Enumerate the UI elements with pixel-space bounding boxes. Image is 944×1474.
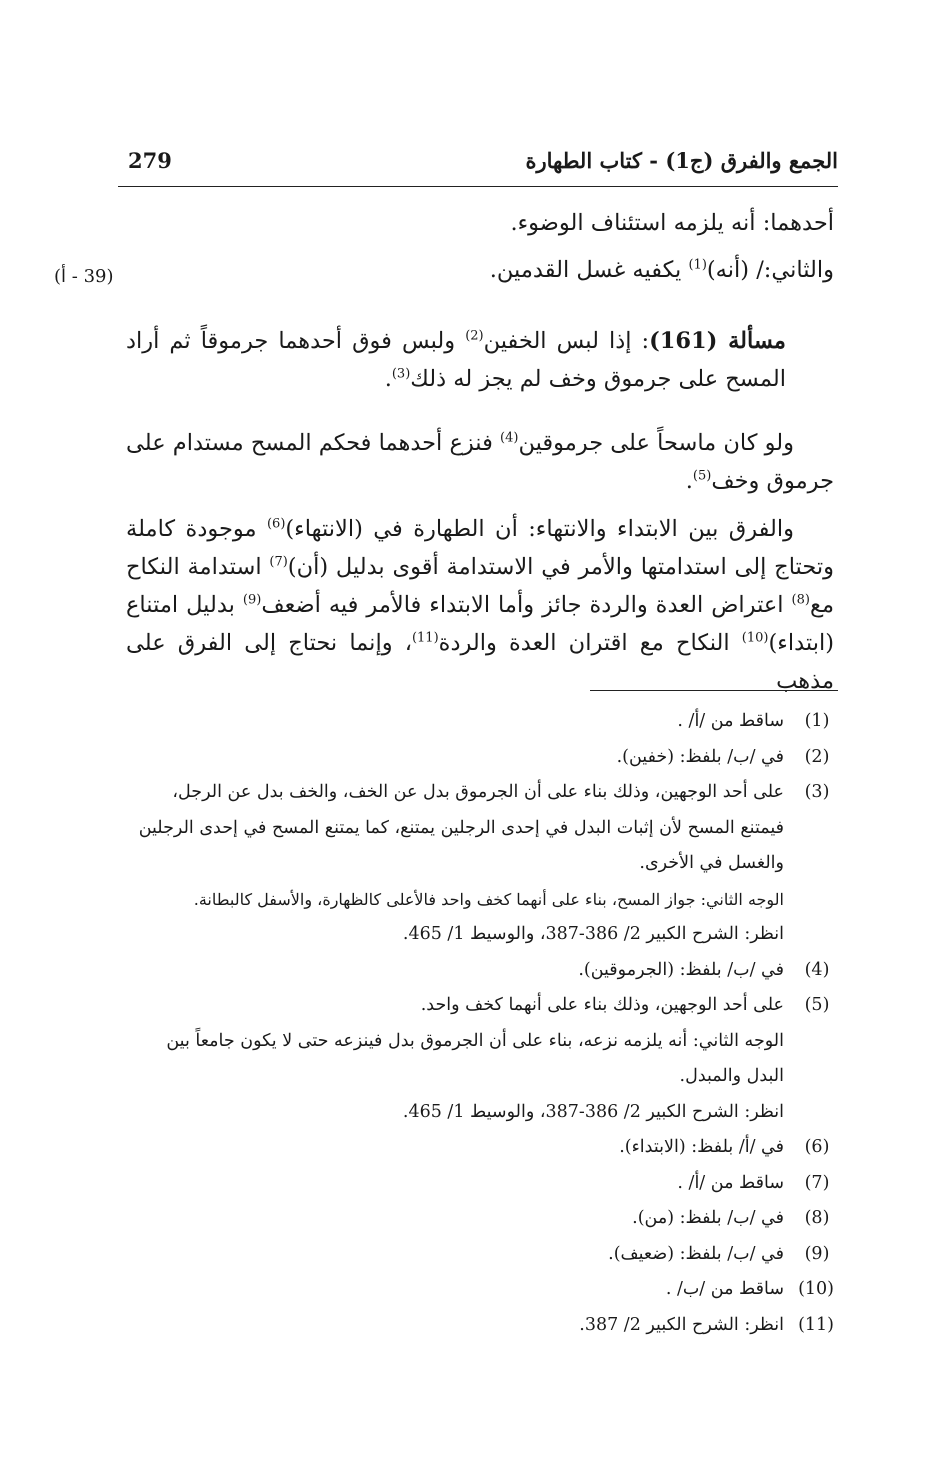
p2-text-a: ولو كان ماسحاً على جرموقين	[518, 430, 794, 456]
p3-text-f: النكاح مع اقتران العدة والردة	[438, 630, 742, 656]
body-line-2	[490, 257, 834, 283]
footnote-9	[126, 1237, 834, 1273]
footnote-number: (2)	[804, 746, 830, 767]
footnote-11	[126, 1308, 834, 1344]
footnote-number: (8)	[804, 1208, 830, 1228]
footnote-separator	[590, 690, 838, 691]
masala-label: مسألة (161)	[649, 328, 786, 354]
footnote-text: ساقط من /أ/ .	[677, 711, 784, 731]
p3-text-a: والفرق بين الابتداء والانتهاء: أن الطهارة في (الانتهاء)	[285, 516, 794, 542]
footnote-text: في /ب/ بلفظ: (خفين).	[616, 746, 784, 767]
footnote-7	[126, 1166, 834, 1202]
footnote-10	[126, 1272, 834, 1308]
footnote-number: (11)	[798, 1314, 834, 1335]
footnote-text: على أحد الوجهين، وذلك بناء على أنهما كخف واحد.	[420, 995, 784, 1015]
footnote-ref-4: (4)	[500, 430, 519, 446]
footnote-text: ساقط من /أ/ .	[677, 1172, 784, 1193]
body-line-1	[510, 210, 834, 236]
footnote-text: ساقط من /ب/ .	[665, 1279, 784, 1299]
footnote-ref-7: (7)	[269, 554, 288, 570]
footnote-text: في /ب/ بلفظ: (من).	[632, 1208, 784, 1228]
footnote-ref-11: (11)	[411, 630, 439, 646]
footnote-ref-9: (9)	[242, 592, 262, 608]
line1-text: أحدهما: أنه يلزمه استئناف الوضوء.	[510, 210, 834, 236]
footnote-ref-3: (3)	[391, 366, 411, 382]
p2-text-b: فنزع أحدهما فحكم المسح مستدام على جرموق وخف	[126, 430, 834, 494]
footnotes	[126, 704, 834, 1343]
footnote-3-second-view: الوجه الثاني: جواز المسح، بناء على أنهما كخف واحد فالأعلى كالظهارة، والأسفل كالبطانة.	[193, 889, 784, 909]
p3-text-c: استدامة النكاح مع	[126, 554, 834, 618]
footnote-number: (9)	[804, 1243, 830, 1264]
footnote-number: (3)	[804, 782, 830, 802]
p2-text-c: .	[685, 468, 693, 494]
p3-text-e: بدليل امتناع (ابتداء)	[126, 592, 834, 656]
footnote-text: في /ب/ بلفظ: (ضعيف).	[608, 1243, 784, 1264]
footnote-number: (6)	[804, 1137, 830, 1157]
footnote-3-reference: انظر: الشرح الكبير 2/ 386-387، والوسيط 1/ 465.	[402, 924, 784, 944]
p161-text-c: .	[384, 366, 392, 392]
footnote-ref-10: (10)	[741, 630, 769, 646]
footnote-2	[126, 740, 834, 776]
footnote-number: (10)	[798, 1279, 834, 1299]
footnote-1	[126, 704, 834, 740]
line2-text-b: يكفيه غسل القدمين.	[489, 257, 689, 283]
footnote-4	[126, 953, 834, 989]
footnote-ref-6: (6)	[266, 516, 286, 532]
masala-161-paragraph	[126, 322, 834, 398]
footnote-5-second-view: الوجه الثاني: أنه يلزمه نزعه، بناء على أن الجرموق بدل فينزعه حتى لا يكون جامعاً بين البدل والمبدل.	[166, 1030, 784, 1086]
page-number: 279	[128, 148, 172, 173]
p3-text-b: موجودة كاملة وتحتاج إلى استدامتها والأمر في الاستدامة أقوى بدليل (أن)	[126, 516, 834, 580]
footnote-8	[126, 1201, 834, 1237]
paragraph-three	[126, 510, 834, 700]
margin-reference: (39 - أ)	[54, 266, 114, 287]
footnote-3	[126, 775, 834, 882]
running-head: الجمع والفرق (ج1) - كتاب الطهارة	[525, 148, 838, 173]
footnote-ref-5: (5)	[692, 468, 712, 484]
footnote-text: في /أ/ بلفظ: (الابتداء).	[619, 1137, 784, 1157]
p161-text-b: ولبس فوق أحدهما جرموقاً ثم أراد المسح على جرموق وخف لم يجز له ذلك	[126, 328, 786, 392]
p3-text-d: اعتراض العدة والردة جائز وأما الابتداء فالأمر فيه أضعف	[261, 592, 792, 618]
page-header	[118, 148, 838, 188]
header-rule	[118, 186, 838, 187]
p161-text-a: : إذا لبس الخفين	[483, 328, 650, 354]
footnote-ref-8: (8)	[791, 592, 810, 608]
footnote-5	[126, 988, 834, 1024]
footnote-6	[126, 1130, 834, 1166]
footnote-text: في /ب/ بلفظ: (الجرموقين).	[578, 959, 784, 980]
footnote-ref-2: (2)	[465, 328, 484, 344]
p3-text-g: ، وإنما نحتاج إلى الفرق على مذهب	[126, 630, 834, 694]
paragraph-two	[126, 424, 834, 500]
footnote-text: على أحد الوجهين، وذلك بناء على أن الجرموق بدل عن الخف، والخف بدل عن الرجل، فيمتنع المسح لأن إثبات البدل في إحدى الرجلين يمتنع، كما يمتنع المسح في إحدى الرجلين والغسل في الأخرى.	[138, 782, 784, 873]
footnote-ref-1: (1)	[688, 257, 707, 273]
footnote-text: انظر: الشرح الكبير 2/ 387.	[579, 1314, 784, 1335]
footnote-number: (5)	[804, 995, 830, 1015]
footnote-number: (4)	[804, 959, 830, 980]
footnote-5-reference: انظر: الشرح الكبير 2/ 386-387، والوسيط 1/ 465.	[402, 1101, 784, 1122]
footnote-number: (1)	[804, 711, 830, 731]
footnote-number: (7)	[804, 1172, 830, 1193]
line2-text-a: والثاني:/ (أنه)	[706, 257, 834, 283]
